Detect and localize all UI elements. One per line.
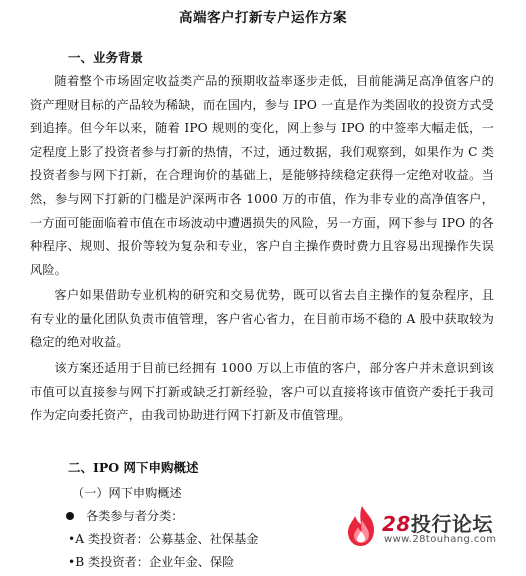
bullet-participant-classes bbox=[66, 507, 184, 524]
paragraph-2: 客户如果借助专业机构的研究和交易优势，既可以省去自主操作的复杂程序，且有专业的量化团队负责市值管理，客户省心省力，在目前市场不稳的 A 股中获取较为稳定的绝对收益。 bbox=[30, 288, 494, 350]
bullet-dot-icon bbox=[66, 512, 74, 520]
flame-icon bbox=[344, 504, 380, 548]
watermark-brand bbox=[382, 508, 493, 537]
watermark-name: 投行论坛 bbox=[410, 512, 493, 536]
bullet-label: 各类参与者分类： bbox=[86, 509, 184, 523]
paragraph-3: 该方案还适用于目前已经拥有 1000 万以上市值的客户，部分客户并未意识到该市值可以直接参与网下打新或缺乏打新经验，客户可以直接将该市值资产委托于我司作为定向委托资产，由我司协助进行网下打新及市值管理。 bbox=[30, 361, 494, 423]
list-item-a-investors: •A 类投资者：公募基金、社保基金 bbox=[68, 532, 259, 546]
list-item-b-investors: •B 类投资者：企业年金、保险 bbox=[68, 555, 235, 569]
section-heading-ipo-overview: 二、IPO 网下申购概述 bbox=[68, 460, 199, 475]
section-heading-background: 一、业务背景 bbox=[68, 50, 144, 65]
paragraph-1: 随着整个市场固定收益类产品的预期收益率逐步走低，目前能满足高净值客户的资产理财目标的产品较为稀缺，而在国内，参与 IPO 一直是作为类固收的投资方式受到追捧。但今年以来，随着 IPO 规则的变化，网上参与 IPO 的中签率大幅走低，一定程度上影了投资者参与打新的热情，不过，通过数据，我们观察到，如果作为 C 类投资者参与网下打新，在合理询价的基础上，是能够持续稳定获得一定绝对收益。当然，参与网下打新的门槛是沪深两市各 1000 万的市值，作为非专业的高净值客户，一方面可能面临着市值在市场波动中遭遇损失的风险，另一方面，网下参与 IPO 的各种程序、规则、报价等较为复杂和专业，客户自主操作费时费力且容易出现操作失误风险。 bbox=[30, 74, 494, 277]
watermark-number: 28 bbox=[382, 512, 411, 536]
watermark-logo bbox=[344, 502, 504, 552]
document-title: 高端客户打新专户运作方案 bbox=[179, 10, 347, 26]
sub-heading-offline-subscription: （一）网下申购概述 bbox=[72, 486, 182, 500]
watermark-url: www.28touhang.com bbox=[384, 534, 497, 545]
